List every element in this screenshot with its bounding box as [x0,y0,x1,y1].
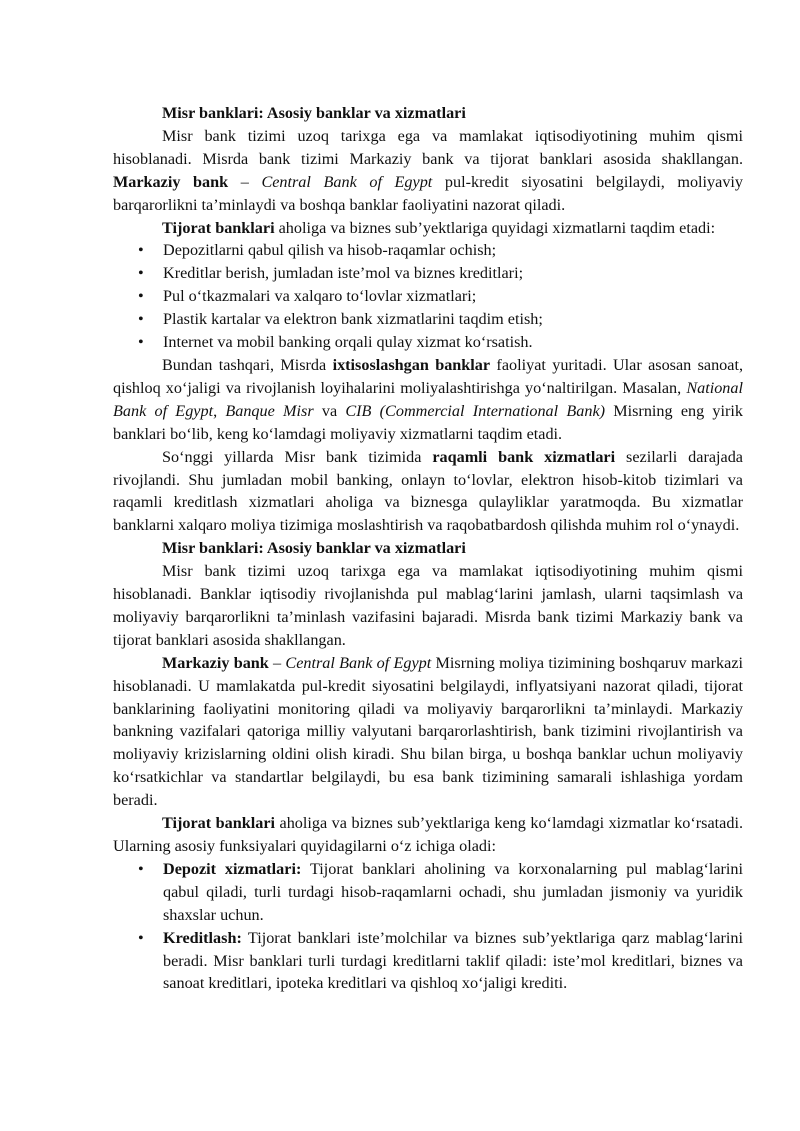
text-run: aholiga va biznes sub’yektlariga keng ko‘lamdagi xizmatlar ko‘rsatadi. Ularning asosiy funksiyalari quyidagilarni o‘z ichiga oladi: [113,814,743,855]
list-item [113,927,743,996]
text-run: faoliyat yuritadi. Ular asosan sanoat, qishloq xo‘jaligi va rivojlanish loyihalarini moliyalashtirishga yo‘naltirilgan. Masalan, [113,355,744,397]
bold-term: Tijorat banklari [162,218,275,237]
list-item-text: Tijorat banklari iste’molchilar va biznes sub’yektlariga qarz mablag‘larini beradi. Misr banklari turli turdagi kreditlarni taklif qiladi: iste’mol kreditlari, biznes va sanoat kreditlari, ipoteka kreditlari va qishloq xo‘jaligi krediti. [163,928,743,993]
list-item-text: Depozitlarni qabul qilish va hisob-raqamlar ochish; [163,241,497,260]
list-item-text: Internet va mobil banking orqali qulay xizmat ko‘rsatish. [163,333,533,352]
bullet-icon: • [138,241,144,260]
text-run: Misrning moliya tizimining boshqaruv markazi hisoblanadi. U mamlakatda pul-kredit siyosatini belgilaydi, inflyatsiyani nazorat qiladi, tijorat banklarining faoliyatini monitoring qiladi va moliyaviy barqarorlikni ta’minlaydi. Markaziy bankning vazifalari qatoriga milliy valyutani barqarorlashtirish, bank tizimini rivojlantirish va moliyaviy krizislarning oldini olish kiradi. Shu bilan birga, u boshqa banklar uchun moliyaviy ko‘rsatkichlar va standartlar belgilaydi, bu esa bank tizimining samarali ishlashiga yordam beradi. [113,653,744,810]
list-item-text: Pul o‘tkazmalari va xalqaro to‘lovlar xizmatlari; [163,287,477,306]
paragraph-specialized-banks [113,354,743,446]
text-run: Misr bank tizimi uzoq tarixga ega va mamlakat iqtisodiyotining muhim qismi hisoblanadi. Misrda bank tizimi Markaziy bank va tijorat banklari asosida shakllangan. [113,126,743,168]
list-item-text: Kreditlar berish, jumladan iste’mol va biznes kreditlari; [163,264,524,283]
paragraph-commercial-banks [113,217,743,240]
list-item [113,331,743,354]
italic-term: National Bank of Egypt [113,378,743,420]
italic-term: CIB (Commercial International Bank) [345,401,606,420]
bold-term: Markaziy bank [113,172,229,191]
bold-term: Tijorat banklari [162,814,276,833]
bullet-icon: • [138,928,144,947]
functions-list [113,858,743,995]
bullet-icon: • [138,333,144,352]
list-item [113,285,743,308]
text-run: aholiga va biznes sub’yektlariga quyidagi xizmatlarni taqdim etadi: [274,218,716,237]
italic-term: Central Bank of Egypt [261,172,433,191]
bold-term: Markaziy bank [162,653,269,672]
text-run: Bundan tashqari, Misrda [162,355,333,374]
list-item [113,858,743,927]
list-item-label: Kreditlash: [163,928,242,947]
italic-term: Banque Misr [225,401,314,420]
list-item-text: Tijorat banklari aholining va korxonalarning pul mablag‘larini qabul qiladi, turli turdagi hisob-raqamlarni ochadi, shu jumladan jismoniy va yuridik shaxslar uchun. [163,859,743,924]
text-run: , [213,401,226,420]
bold-term: raqamli bank xizmatlari [432,447,616,466]
bullet-icon: • [138,264,144,283]
list-item-label: Depozit xizmatlari: [163,859,302,878]
paragraph-central-bank [113,652,743,812]
paragraph-commercial-banks-2 [113,812,743,858]
list-item [113,308,743,331]
section-heading: Misr banklari: Asosiy banklar va xizmatlari [162,539,466,558]
paragraph-digital-banking [113,446,743,538]
text-run: pul-kredit siyosatini belgilaydi, moliyaviy barqarorlikni ta’minlaydi va boshqa banklar faoliyatini nazorat qiladi. [113,172,744,214]
bullet-icon: • [138,287,144,306]
paragraph-intro-2: Misr bank tizimi uzoq tarixga ega va mamlakat iqtisodiyotining muhim qismi hisoblanadi. Banklar iqtisodiy rivojlanishda pul mablag‘larini jamlash, ularni taqsimlash va moliyaviy barqarorlikni ta’minlash vazifasini bajaradi. Misrda bank tizimi Markaziy bank va tijorat banklari asosida shakllangan. [113,562,743,649]
services-list [113,239,743,354]
bullet-icon: • [138,859,144,878]
italic-term: Central Bank of Egypt [285,653,432,672]
bullet-icon: • [138,310,144,329]
list-item [113,262,743,285]
text-run: – [268,653,286,672]
bold-term: ixtisoslashgan banklar [332,355,491,374]
paragraph-intro [113,125,743,217]
list-item-text: Plastik kartalar va elektron bank xizmatlarini taqdim etish; [163,310,543,329]
text-run: sezilarli darajada rivojlandi. Shu jumladan mobil banking, onlayn to‘lovlar, elektron hisob-kitob tizimlari va raqamli kreditlash xizmatlari aholiga va biznesga qulayliklar yaratmoqda. Bu xizmatlar banklarni xalqaro moliya tizimiga moslashtirish va raqobatbardosh qilishda muhim rol o‘ynaydi. [113,447,743,535]
list-item [113,239,743,262]
text-run: So‘nggi yillarda Misr bank tizimida [162,447,433,466]
text-run: Misrning eng yirik banklari bo‘lib, keng ko‘lamdagi moliyaviy xizmatlarni taqdim etadi. [113,401,744,443]
text-run: – [228,172,262,191]
document-page [113,102,743,995]
text-run: va [313,401,346,420]
section-heading: Misr banklari: Asosiy banklar va xizmatlari [162,104,466,122]
